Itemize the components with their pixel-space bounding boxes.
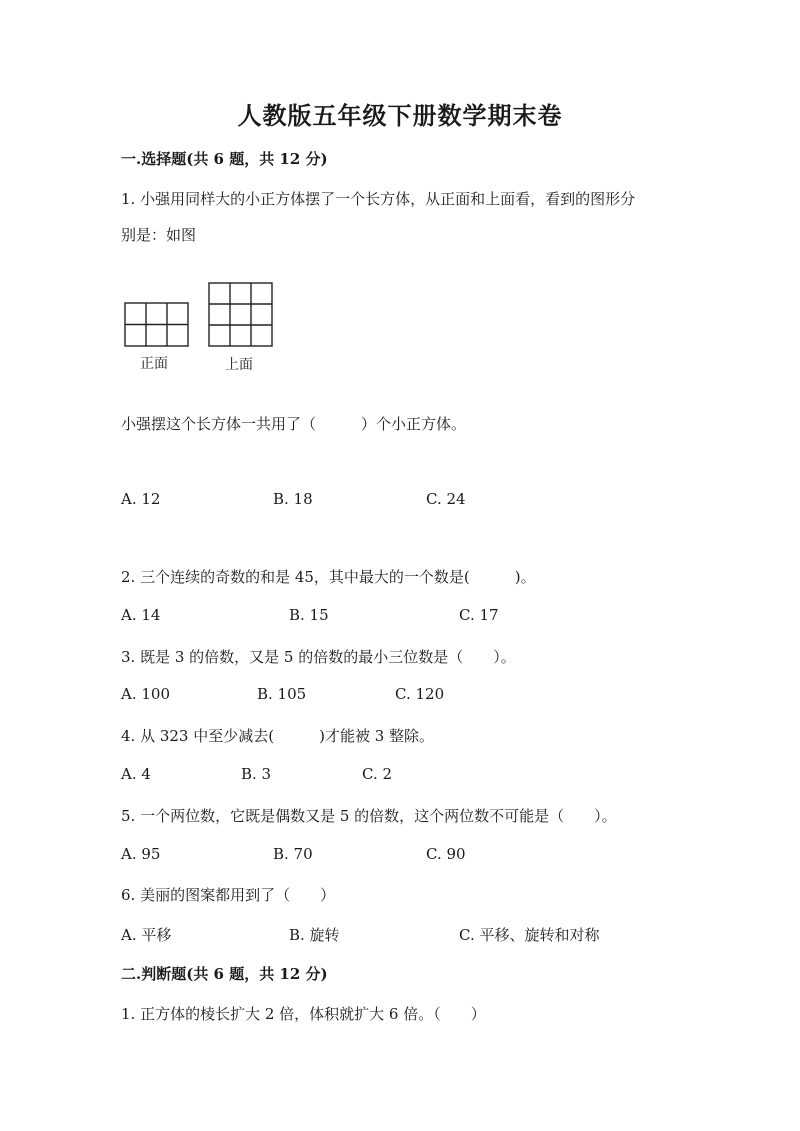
question-5-option-a: A. 95 (121, 845, 161, 863)
top-view-figure (208, 282, 274, 348)
question-3-text: 3. 既是 3 的倍数，又是 5 的倍数的最小三位数是（ ）。 (121, 648, 516, 666)
question-1-line-2: 别是：如图 (121, 226, 197, 244)
question-5-text: 5. 一个两位数，它既是偶数又是 5 的倍数，这个两位数不可能是（ ）。 (121, 807, 617, 825)
page-title: 人教版五年级下册数学期末卷 (237, 101, 563, 130)
question-6-option-b: B. 旋转 (289, 926, 340, 944)
question-2-option-c: C. 17 (459, 606, 499, 624)
question-6-option-c: C. 平移、旋转和对称 (459, 926, 600, 944)
question-4-option-b: B. 3 (241, 765, 272, 783)
front-view-label: 正面 (140, 356, 168, 372)
question-5-option-c: C. 90 (426, 845, 466, 863)
question-4-text: 4. 从 323 中至少减去( )才能被 3 整除。 (121, 727, 435, 745)
question-3-option-c: C. 120 (395, 685, 445, 703)
question-1-prompt: 小强摆这个长方体一共用了（ ）个小正方体。 (121, 415, 467, 433)
question-3-option-a: A. 100 (121, 685, 170, 703)
question-1-line-1: 1. 小强用同样大的小正方体摆了一个长方体，从正面和上面看，看到的图形分 (121, 190, 636, 208)
front-view-figure (124, 302, 190, 348)
top-view-label: 上面 (225, 357, 253, 373)
question-3-option-b: B. 105 (257, 685, 307, 703)
section-heading-judgement: 二.判断题(共 6 题，共 12 分) (121, 965, 328, 983)
question-1-option-a: A. 12 (121, 490, 161, 508)
question-2-option-a: A. 14 (121, 606, 161, 624)
section-heading-choice: 一.选择题(共 6 题，共 12 分) (121, 150, 328, 168)
judgement-question-1-text: 1. 正方体的棱长扩大 2 倍，体积就扩大 6 倍。（ ） (121, 1005, 486, 1023)
question-5-option-b: B. 70 (273, 845, 313, 863)
question-1-option-b: B. 18 (273, 490, 313, 508)
question-2-text: 2. 三个连续的奇数的和是 45，其中最大的一个数是( )。 (121, 568, 536, 586)
question-4-option-a: A. 4 (121, 765, 151, 783)
question-2-option-b: B. 15 (289, 606, 329, 624)
question-6-text: 6. 美丽的图案都用到了（ ） (121, 886, 336, 904)
question-6-option-a: A. 平移 (121, 926, 172, 944)
question-4-option-c: C. 2 (362, 765, 393, 783)
question-1-option-c: C. 24 (426, 490, 466, 508)
